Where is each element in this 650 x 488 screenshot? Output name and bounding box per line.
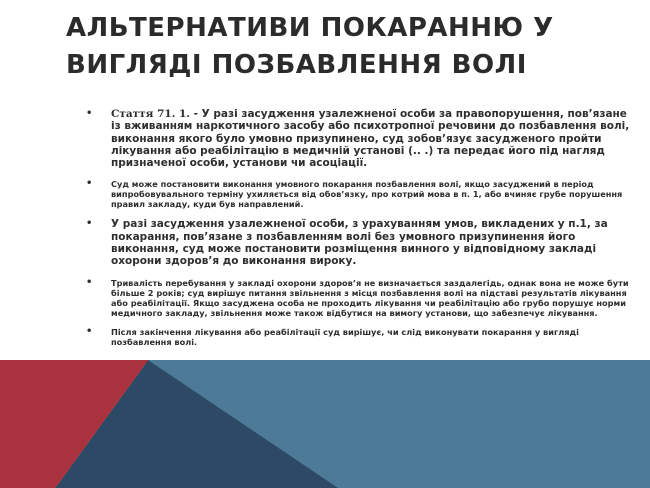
list-item-text: Суд може постановити виконання умовного покарання позбавлення волі, якщо засуджений в період випробовувального терміну ухиляється від обов’язку, про котрий мова в п. 1, або вчиняє грубе порушення правил закладу, куди був направлений. <box>111 179 623 210</box>
list-item-text: Після закінчення лікування або реабілітації суд вирішує, чи слід виконувати покарання у вигляді позбавлення волі. <box>111 326 579 347</box>
list-item <box>86 327 634 347</box>
bullet-icon: • <box>86 325 93 337</box>
bullet-icon: • <box>86 178 93 190</box>
slide-title: АЛЬТЕРНАТИВИ ПОКАРАННЮ У ВИГЛЯДІ ПОЗБАВЛЕННЯ ВОЛІ <box>66 13 554 80</box>
bullet-icon: • <box>86 218 93 230</box>
list-item <box>86 218 634 267</box>
list-item-text: Тривалість перебування у закладі охорони здоров’я не визначається заздалегідь, однак вона не може бути більше 2 років; суд вирішує питання звільнення з місця позбавлення волі на підставі результатів лікування або реабілітації. Якщо засуджена особа не проходить лікування чи реабілітацію або грубо порушує норми медичного закладу, звільнення може також відбутися на вимогу установи, що забезпечує лікування. <box>111 277 629 318</box>
list-item-text: - У разі засудження узалежненої особи за правопорушення, пов’язане із вживанням наркотичного засобу або психотропної речовини до позбавлення волі, виконання якого було умовно призупинено, суд зобов’язує засудженого пройти лікування або реабілітацію в медичній установі (.. .) та передає його під нагляд призначеної особи, установи чи асоціації. <box>111 108 630 170</box>
article-reference: Стаття 71. 1. <box>111 108 190 120</box>
bullet-icon: • <box>86 276 93 288</box>
list-item-text: У разі засудження узалежненої особи, з урахуванням умов, викладених у п.1, за покарання, пов’язане з позбавленням волі без умовного призупинення його виконання, суд може постановити розміщення винного у відповідному закладі охорони здоров’я до виконання вироку. <box>111 218 608 268</box>
list-item <box>86 179 634 209</box>
list-item <box>86 278 634 318</box>
list-item <box>86 108 634 169</box>
bullet-icon: • <box>86 108 93 119</box>
bullet-list <box>86 108 634 356</box>
